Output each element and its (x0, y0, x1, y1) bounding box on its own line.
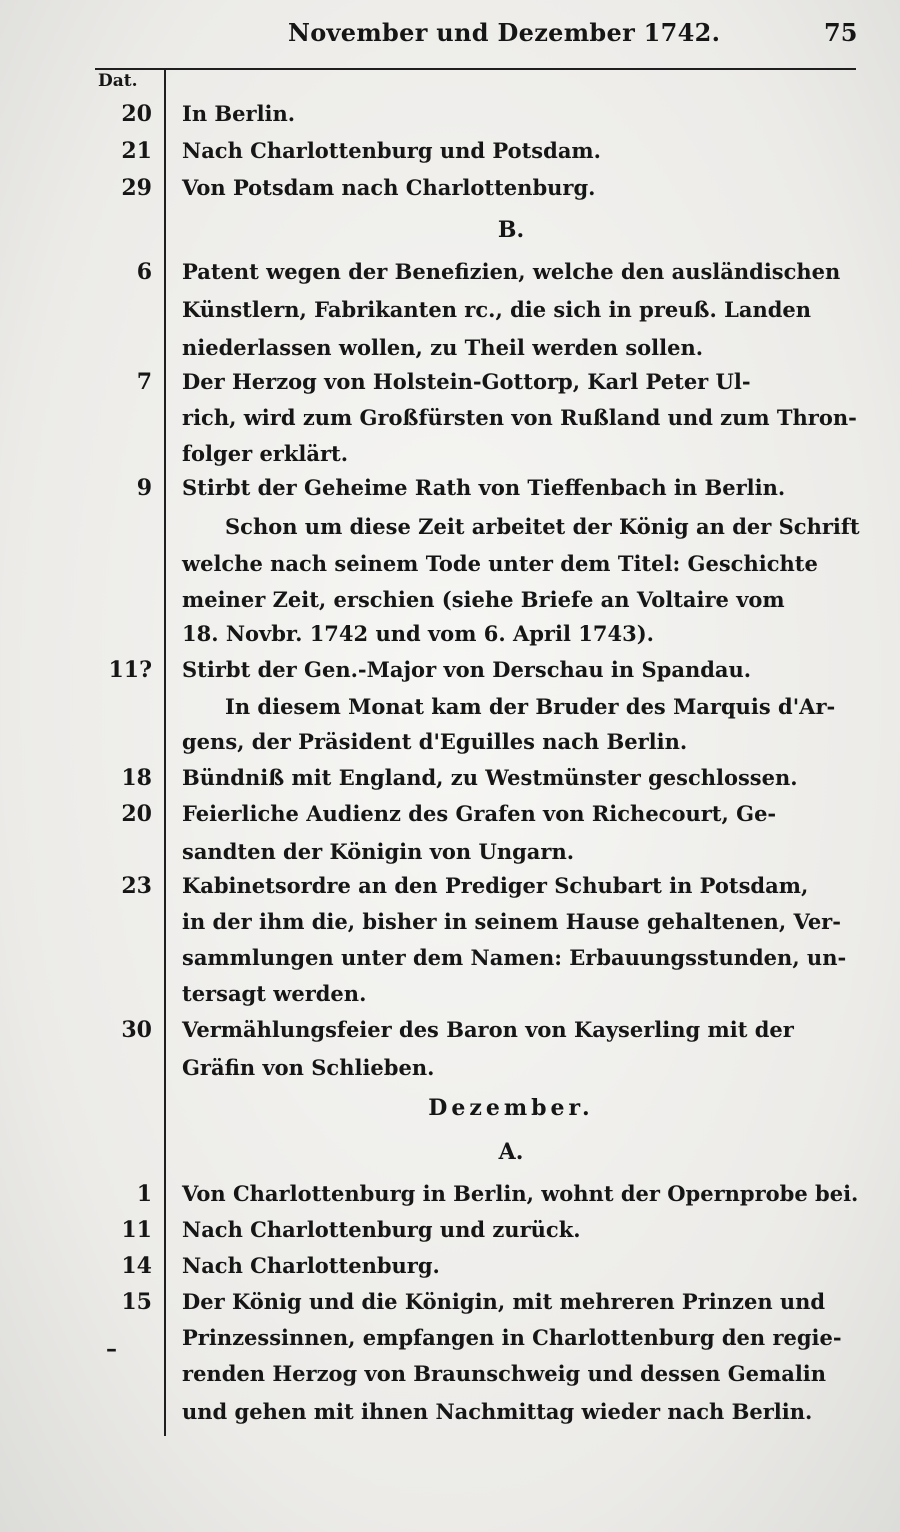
entry-date: 23 (121, 873, 152, 899)
entry-text: Stirbt der Gen.-Major von Derschau in Spandau. (182, 657, 752, 682)
page-number: 75 (824, 18, 858, 47)
entry-date: 21 (121, 138, 152, 164)
entry-text: Bündniß mit England, zu Westmünster geschlossen. (182, 765, 798, 790)
entry-date: 1 (136, 1181, 152, 1207)
date-column-label: Dat. (98, 71, 138, 91)
entry-text: Kabinetsordre an den Prediger Schubart in Potsdam, (182, 873, 809, 898)
month-heading-dezember: Dezember. (428, 1095, 594, 1121)
entry-text: Vermählungsfeier des Baron von Kayserling mit der (182, 1017, 794, 1042)
entry-text: Von Potsdam nach Charlottenburg. (182, 175, 596, 200)
section-heading-a: A. (498, 1139, 524, 1165)
entry-text: Der König und die Königin, mit mehreren Prinzen und (182, 1289, 826, 1314)
entry-text: sammlungen unter dem Namen: Erbauungsstunden, un- (182, 945, 847, 970)
entry-date: 18 (121, 765, 152, 791)
entry-text: niederlassen wollen, zu Theil werden sollen. (182, 335, 704, 360)
entry-text: und gehen mit ihnen Nachmittag wieder nach Berlin. (182, 1399, 813, 1424)
entry-date: 6 (136, 259, 152, 285)
entry-text: Stirbt der Geheime Rath von Tieffenbach in Berlin. (182, 475, 786, 500)
entry-text: 18. Novbr. 1742 und vom 6. April 1743). (182, 621, 654, 646)
entry-date: 15 (121, 1289, 152, 1315)
running-head (0, 18, 900, 54)
entry-date: 11 (121, 1217, 152, 1243)
entry-text: tersagt werden. (182, 981, 367, 1006)
entry-text: welche nach seinem Tode unter dem Titel: Geschichte (182, 551, 818, 576)
entry-date: 9 (136, 475, 152, 501)
entry-text: Gräfin von Schlieben. (182, 1055, 435, 1080)
entry-text: In Berlin. (182, 101, 296, 126)
entry-date: 11? (108, 657, 152, 683)
entry-text: In diesem Monat kam der Bruder des Marquis d'Ar- (225, 694, 836, 719)
entry-text: meiner Zeit, erschien (siehe Briefe an Voltaire vom (182, 587, 785, 612)
entry-date: 30 (121, 1017, 152, 1043)
entry-date: 14 (121, 1253, 152, 1279)
entry-text: Nach Charlottenburg. (182, 1253, 440, 1278)
entry-date: 7 (136, 369, 152, 395)
header-rule (95, 68, 856, 70)
entry-date: 20 (121, 801, 152, 827)
margin-dash: – (106, 1336, 117, 1362)
entry-text: Schon um diese Zeit arbeitet der König an der Schrift (225, 514, 860, 539)
date-column-rule (164, 70, 166, 1436)
entry-text: Der Herzog von Holstein-Gottorp, Karl Peter Ul- (182, 369, 751, 394)
entry-text: Feierliche Audienz des Grafen von Richecourt, Ge- (182, 801, 777, 826)
entry-text: gens, der Präsident d'Eguilles nach Berlin. (182, 729, 688, 754)
entry-date: 29 (121, 175, 152, 201)
entry-text: folger erklärt. (182, 441, 349, 466)
running-title: November und Dezember 1742. (288, 18, 721, 47)
entry-date: 20 (121, 101, 152, 127)
section-heading-b: B. (497, 217, 525, 243)
entry-text: in der ihm die, bisher in seinem Hause gehaltenen, Ver- (182, 909, 841, 934)
entry-text: renden Herzog von Braunschweig und dessen Gemalin (182, 1361, 827, 1386)
entry-text: Nach Charlottenburg und zurück. (182, 1217, 581, 1242)
entry-text: Prinzessinnen, empfangen in Charlottenburg den regie- (182, 1325, 842, 1350)
entry-text: Patent wegen der Benefizien, welche den ausländischen (182, 259, 841, 284)
entry-text: sandten der Königin von Ungarn. (182, 839, 575, 864)
entry-text: Von Charlottenburg in Berlin, wohnt der Opernprobe bei. (182, 1181, 859, 1206)
entry-text: rich, wird zum Großfürsten von Rußland und zum Thron- (182, 405, 857, 430)
entry-text: Nach Charlottenburg und Potsdam. (182, 138, 601, 163)
entry-text: Künstlern, Fabrikanten rc., die sich in preuß. Landen (182, 297, 812, 322)
